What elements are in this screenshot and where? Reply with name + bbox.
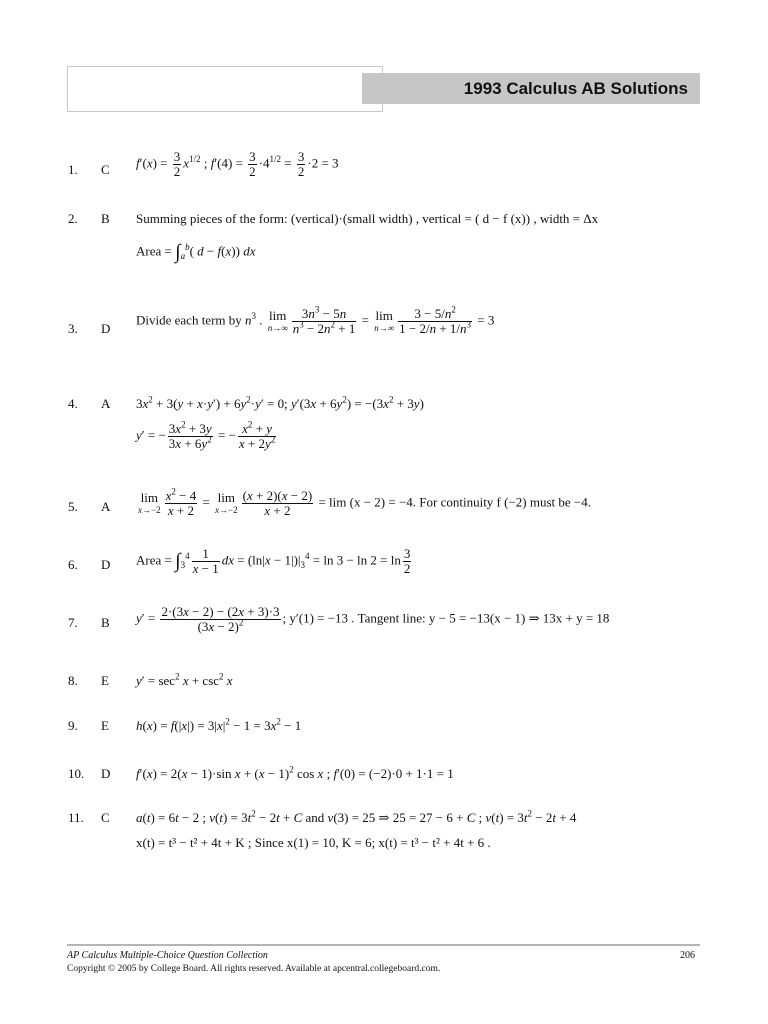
solution-text: Divide each term by $n^3$ . lim n→∞ $\frac{3n^3 - 5n}{n^3 - 2n^2 + 1}$ = lim n→∞ $\frac{3 - 5/n^2}{1 - 2/n + 1/n^3}$ = 3 — [136, 304, 495, 336]
divide-label: Divide each term by — [136, 312, 242, 328]
continuity-text: = lim (x − 2) = −4. For continuity f (−2) must be −4. — [318, 494, 592, 510]
solution-text: lim x→−2 $\frac{x^2 - 4}{x + 2}$ = lim x→−2 $\frac{(x + 2)(x - 2)}{x + 2}$ = lim (x − 2) = −4. For continuity f (−2) must be −4. — [138, 486, 592, 518]
footer-collection: AP Calculus Multiple-Choice Question Collection — [67, 950, 268, 961]
footer-copyright: Copyright © 2005 by College Board. All rights reserved. Available at apcentral.collegeboard.com. — [67, 964, 441, 974]
problem-answer: C — [101, 162, 110, 177]
area-label: Area = — [136, 243, 172, 259]
page-title: 1993 Calculus AB Solutions — [362, 73, 700, 104]
problem-answer: D — [101, 766, 111, 781]
problem-answer: E — [101, 718, 109, 733]
problem-answer: A — [101, 499, 111, 514]
footer-rule — [67, 944, 700, 946]
solution-text: x(t) = t³ − t² + 4t + K ; Since x(1) = 10, K = 6; x(t) = t³ − t² + 4t + 6 . — [136, 835, 491, 850]
problem-number: 8. — [68, 673, 78, 688]
solution-text: y′ = − $\frac{3x^2 + 3y}{3x + 6y^2}$ = − $\frac{x^2 + y}{x + 2y^2}$ — [136, 419, 276, 451]
problem-answer: A — [101, 396, 111, 411]
problem-answer: B — [101, 211, 110, 226]
solution-text: a(t) = 6t − 2 ; $v(t) = 3t^2 - 2t + C$ and v(3) = 25 ⇒ 25 = 27 − 6 + C ; $v(t) = 3t^2 - 2t + 4$ — [136, 808, 577, 825]
solution-text: $y' = \sec^2 x + \csc^2 x$ — [136, 671, 233, 688]
tangent-line-text: ; y′(1) = −13 . Tangent line: y − 5 = −13(x − 1) ⇒ 13x + y = 18 — [282, 610, 610, 626]
problem-number: 6. — [68, 557, 78, 572]
header-blank-box — [67, 66, 383, 112]
problem-number: 1. — [68, 162, 78, 177]
problem-answer: D — [101, 321, 111, 336]
problem-answer: B — [101, 615, 110, 630]
solution-text: Area = $\int_3^4$ $\frac{1}{x - 1}$ dx = $(\ln|x - 1|)|_3^4 = \ln 3 - \ln 2 = \ln$ $\frac{3}{2}$ — [136, 546, 411, 576]
problem-number: 2. — [68, 211, 78, 226]
problem-number: 10. — [68, 766, 85, 781]
solution-text: y′ = $\frac{2\cdot(3x - 2) - (2x + 3)\cdot 3}{(3x - 2)^2}$ ; y′(1) = −13 . Tangent line: y − 5 = −13(x − 1) ⇒ 13x + y = 18 — [136, 604, 610, 634]
problem-answer: C — [101, 810, 110, 825]
problem-number: 7. — [68, 615, 78, 630]
solution-text: $3x^2 + 3(y + x\cdot y') + 6y^2\cdot y' = 0$; $y'(3x + 6y^2) = -(3x^2 + 3y)$ — [136, 394, 424, 411]
page-number: 206 — [680, 950, 695, 961]
solution-text: Area = $\int_a^b$( d − f(x)) dx — [136, 241, 256, 263]
solution-text: f′(x) = 2(x − 1)·sin $x + (x - 1)^2$ cos x ; f′(0) = (−2)·0 + 1·1 = 1 — [136, 764, 454, 781]
problem-answer: E — [101, 673, 109, 688]
solution-text: $h(x) = f(|x|) = 3|x|^2 - 1 = 3x^2 - 1$ — [136, 716, 302, 733]
problem-answer: D — [101, 557, 111, 572]
problem-number: 5. — [68, 499, 78, 514]
solution-text: Summing pieces of the form: (vertical)·(small width) , vertical = ( d − f (x)) , width = Δx — [136, 211, 599, 226]
problem-number: 3. — [68, 321, 78, 336]
problem-number: 9. — [68, 718, 78, 733]
problem-number: 11. — [68, 810, 84, 825]
problem-number: 4. — [68, 396, 78, 411]
solution-text: f′(x) = $\frac{3}{2}$ $x^{1/2}$ ; f′(4) = $\frac{3}{2}$ $\cdot 4^{1/2}$ = $\frac{3}{2}$ ·2 = 3 — [136, 149, 339, 179]
